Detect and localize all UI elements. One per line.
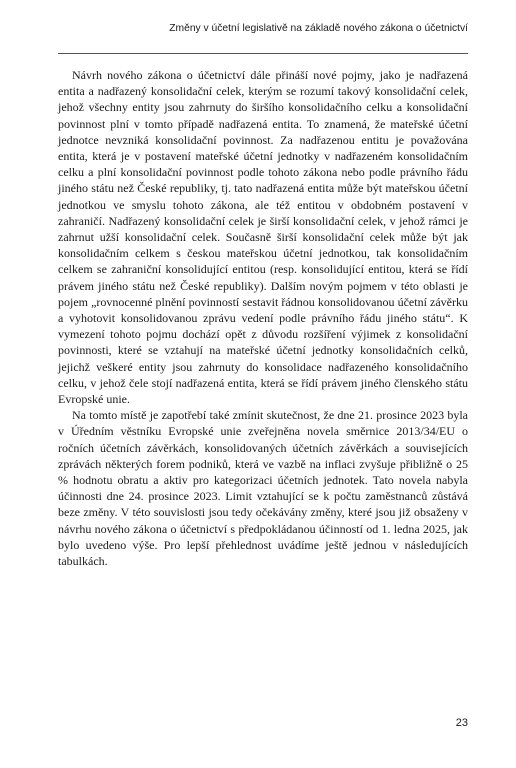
- paragraph-new-concepts: Návrh nového zákona o účetnictví dále přináší nové pojmy, jako je nadřazená entita a nadřazený konsolidační celek, kterým se rozumí takový konsolidační celek, jehož všechny entity jsou zahrnuty do širšího konsolidačního celku a konsolidační povinnost plní v tomto případě nadřazená entita. To znamená, že mateřské účetní jednotce nevzniká konsolidační povinnost. Za nadřazenou entitu je považována entita, která je v postavení mateřské účetní jednotky v nadřazeném konsolidačním celku a plní konsolidační povinnost podle tohoto zákona nebo podle právního řádu jiného státu než České republiky, tj. tato nadřazená entita může být mateřskou účetní jednotkou ve smyslu tohoto zákona, ale též entitou v obdobném postavení v zahraničí. Nadřazený konsolidační celek je širší konsolidační celek, v jehož rámci je zahrnut užší konsolidační celek. Současně širší konsolidační celek může být jak konsolidačním celkem s českou mateřskou účetní jednotkou, tak konsolidačním celkem se zahraniční konsolidující entitou (resp. konsolidující entitou, která se řídí právem jiného státu než České republiky). Dalším novým pojmem v této oblasti je pojem „rovnocenné plnění povinností sestavit řádnou konsolidovanou účetní závěrku a vyhotovit konsolidovanou zprávu vedení podle právního řádu jiného státu“. K vymezení tohoto pojmu dochází opět z důvodu rozšíření výjimek z konsolidační povinnosti, které se vztahují na mateřské účetní jednotky konsolidačních celků, jejichž veškeré entity jsou zahrnuty do konsolidace nadřazeného konsolidačního celku, v jehož čele stojí nadřazená entita, která se řídí právem jiného členského státu Evropské unie.: [58, 68, 468, 407]
- page-number: 23: [455, 717, 468, 729]
- paragraph-directive-amendment: Na tomto místě je zapotřebí také zmínit skutečnost, že dne 21. prosince 2023 byla v Úředním věstníku Evropské unie zveřejněna novela směrnice 2013/34/EU o ročních účetních závěrkách, konsolidovaných účetních závěrkách a souvisejících zprávách některých forem podniků, která ve vazbě na inflaci zvyšuje přibližně o 25 % hodnotu obratu a aktiv pro kategorizaci účetních jednotek. Tato novela nabyla účinnosti dne 24. prosince 2023. Limit vztahující se k počtu zaměstnanců zůstává beze změny. V této souvislosti jsou tedy očekávány změny, které jsou již obsaženy v návrhu nového zákona o účetnictví s předpokládanou účinností od 1. ledna 2025, jak bylo uvedeno výše. Pro lepší přehlednost uvádíme ještě jednou v následujících tabulkách.: [58, 408, 468, 569]
- body-text: [58, 67, 468, 569]
- header-divider: [58, 53, 468, 54]
- running-header: Změny v účetní legislativě na základě nového zákona o účetnictví: [169, 23, 468, 34]
